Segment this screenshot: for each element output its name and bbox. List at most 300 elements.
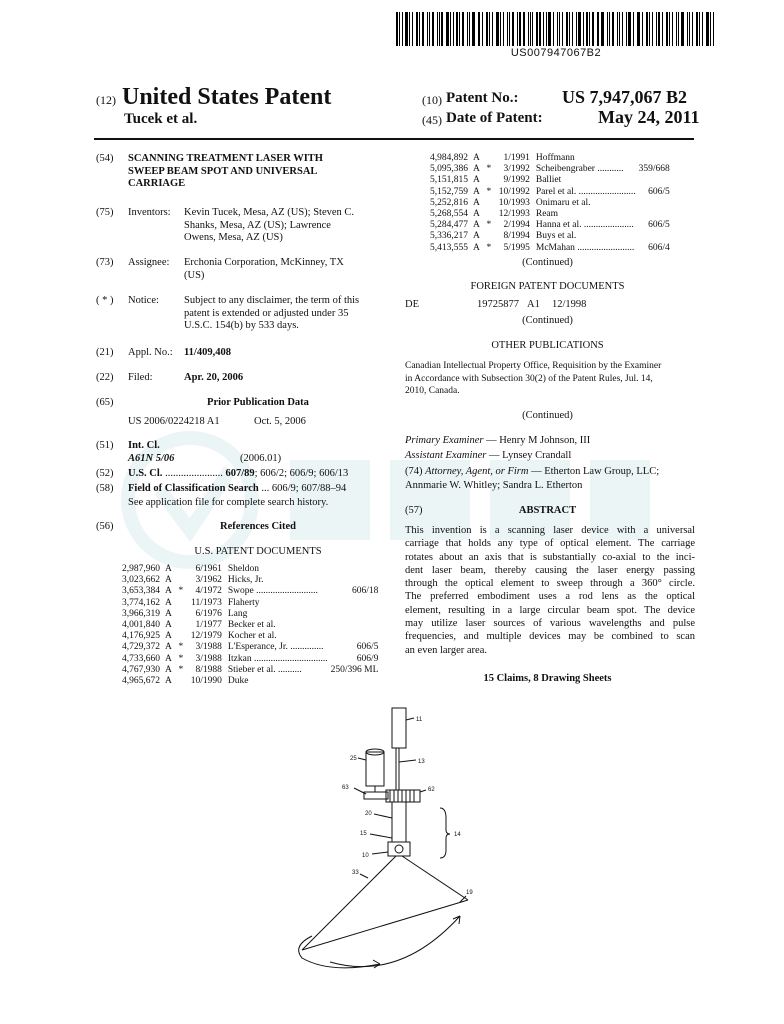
- barcode-bar: [566, 12, 568, 46]
- ref-name: Stieber et al. ..........: [227, 664, 302, 675]
- barcode-bar: [519, 12, 522, 46]
- ref-number: 2,987,960: [122, 564, 160, 574]
- barcode-bar: [437, 12, 438, 46]
- ref-class: 359/668: [638, 164, 670, 175]
- ref-kind: A: [473, 153, 480, 163]
- reference-row: [122, 598, 378, 609]
- ref-class: 606/18: [352, 586, 379, 597]
- ref-number: 4,733,660: [122, 653, 160, 664]
- barcode-bar: [598, 12, 599, 46]
- ref-name: Ream: [535, 209, 559, 220]
- barcode-bar: [559, 12, 560, 46]
- assignee-label: Assignee:: [128, 257, 170, 268]
- ref-date: 10/1990: [190, 676, 222, 687]
- ref-date: 12/1979: [190, 631, 222, 642]
- barcode-bar: [628, 12, 631, 46]
- ref-star: *: [178, 653, 184, 664]
- ref-class: [331, 609, 379, 620]
- ref-name: Duke: [227, 676, 249, 687]
- barcode-bar: [642, 12, 643, 46]
- code-65: (65): [96, 397, 114, 408]
- ref-date: 5/1995: [503, 242, 530, 253]
- intcl-label: Int. Cl.: [128, 440, 160, 451]
- abstract-line: an even larger area.: [405, 644, 488, 656]
- ref-date: 3/1962: [195, 575, 222, 586]
- barcode-bar: [638, 12, 640, 46]
- ref-date: 3/1988: [195, 653, 222, 664]
- ref-number: 5,413,555: [430, 242, 468, 253]
- ref-star: *: [486, 220, 492, 231]
- reference-row: [430, 153, 670, 164]
- ref-kind: A: [165, 575, 172, 586]
- barcode-bar: [512, 12, 514, 46]
- barcode-bar: [500, 12, 501, 46]
- abstract-line: rotates about an axis that is substantially co-axial to the inci-: [405, 551, 695, 563]
- ref-star: [484, 175, 494, 186]
- barcode-bar: [503, 12, 505, 46]
- code-74: (74): [405, 466, 423, 477]
- ref-star: [176, 598, 186, 609]
- ref-number: 4,176,925: [122, 631, 160, 642]
- ref-star: [176, 676, 186, 687]
- continued-us-refs: (Continued): [522, 257, 573, 268]
- label-62: 62: [428, 787, 435, 793]
- field-search-line: [128, 483, 346, 496]
- barcode-bar: [489, 12, 491, 46]
- barcode-bar: [429, 12, 430, 46]
- ref-kind: A: [473, 231, 480, 242]
- prior-publication-number: US 2006/0224218 A1: [128, 416, 220, 427]
- ref-kind: A: [165, 597, 172, 608]
- code-51: (51): [96, 440, 114, 451]
- us-references-table-left: [122, 564, 378, 687]
- ref-star: [176, 609, 186, 620]
- ref-kind: A: [165, 564, 172, 574]
- header-rule: [94, 138, 694, 140]
- invention-title: [128, 153, 398, 191]
- ref-name: Scheibengraber ...........: [535, 164, 624, 175]
- barcode-bar: [676, 12, 678, 46]
- ref-class: 606/5: [648, 220, 670, 231]
- barcode-bar: [609, 12, 611, 46]
- ref-kind: A: [165, 608, 172, 619]
- reference-row: [430, 209, 670, 220]
- barcode-bar: [462, 12, 464, 46]
- inventors-short: Tucek et al.: [124, 111, 198, 127]
- ref-name: Hanna et al. .....................: [535, 220, 634, 231]
- reference-row: [122, 575, 378, 586]
- attorney-line1: — Etherton Law Group, LLC;: [528, 466, 660, 477]
- foreign-country: DE: [405, 299, 419, 310]
- ref-class: [639, 175, 670, 186]
- ref-kind: A: [165, 664, 172, 675]
- ref-name: Balliet: [535, 175, 562, 186]
- barcode-bar: [528, 12, 529, 46]
- ref-date: 4/1972: [195, 586, 222, 597]
- abstract-line: element, resulting in a large circular beam spot. The device: [405, 604, 695, 616]
- barcode-bar: [607, 12, 608, 46]
- filed-date: Apr. 20, 2006: [184, 372, 244, 383]
- ref-star: [484, 198, 494, 209]
- barcode-bar: [441, 12, 443, 46]
- abstract-heading: ABSTRACT: [518, 505, 577, 516]
- barcode-bar: [456, 12, 458, 46]
- barcode-bar: [422, 12, 425, 46]
- ref-number: 5,268,554: [430, 209, 468, 220]
- barcode-bar: [696, 12, 698, 46]
- ref-class: [331, 598, 379, 609]
- ref-number: 4,729,372: [122, 642, 160, 653]
- label-19: 19: [466, 890, 473, 896]
- appl-number: 11/409,408: [184, 347, 231, 358]
- notice-line: U.S.C. 154(b) by 533 days.: [184, 320, 299, 331]
- code-73: (73): [96, 257, 114, 268]
- barcode-bar: [553, 12, 554, 46]
- ref-date: 6/1961: [195, 564, 222, 574]
- continued-other-pubs: (Continued): [522, 410, 573, 421]
- code-75: (75): [96, 207, 114, 218]
- reference-row: [430, 220, 670, 231]
- abstract-line: carriage that holds any type of optical element. The carriage: [405, 538, 695, 550]
- other-publications-text: [405, 360, 695, 398]
- ref-name: Hoffmann: [535, 153, 575, 163]
- barcode-bar: [509, 12, 510, 46]
- code-58: (58): [96, 483, 114, 494]
- barcode-bar: [666, 12, 668, 46]
- barcode-bar: [479, 12, 480, 46]
- ref-number: 4,767,930: [122, 664, 160, 675]
- ref-number: 5,252,816: [430, 197, 468, 208]
- ref-number: 4,965,672: [122, 676, 160, 687]
- barcode-bar: [681, 12, 684, 46]
- barcode-bar: [662, 12, 663, 46]
- barcode: [396, 12, 716, 46]
- ref-kind: A: [165, 642, 172, 653]
- notice-text: [184, 295, 389, 333]
- patent-date: May 24, 2011: [598, 107, 700, 127]
- code-22: (22): [96, 372, 114, 383]
- reference-row: [122, 564, 378, 575]
- barcode-bar: [622, 12, 624, 46]
- ref-number: 5,151,815: [430, 175, 468, 186]
- ref-number: 3,774,162: [122, 597, 160, 608]
- barcode-bar: [432, 12, 434, 46]
- inventors-line: Kevin Tucek, Mesa, AZ (US); Steven C.: [184, 207, 355, 218]
- barcode-bar: [646, 12, 648, 46]
- ref-class: [639, 231, 670, 242]
- ref-star: *: [178, 586, 184, 597]
- barcode-bar: [478, 12, 479, 46]
- ref-class: [331, 631, 379, 642]
- barcode-bar: [562, 12, 563, 46]
- barcode-bar: [427, 12, 428, 46]
- ref-kind: A: [473, 186, 480, 197]
- barcode-bar: [532, 12, 533, 46]
- ref-kind: A: [473, 220, 480, 231]
- barcode-bar: [652, 12, 653, 46]
- field-search-note: See application file for complete search history.: [128, 497, 329, 508]
- barcode-bar: [416, 12, 418, 46]
- barcode-bar: [517, 12, 518, 46]
- ref-star: [484, 209, 494, 220]
- barcode-bar: [586, 12, 588, 46]
- code-52: (52): [96, 468, 114, 479]
- appl-label: Appl. No.:: [128, 347, 173, 358]
- ref-star: [176, 575, 186, 586]
- barcode-bar: [633, 12, 634, 46]
- foreign-kind: A1: [527, 299, 540, 310]
- ref-date: 10/1992: [498, 186, 530, 197]
- primary-examiner-label: Primary Examiner: [405, 435, 484, 446]
- code-57: (57): [405, 505, 423, 516]
- foreign-number: 19725877: [477, 299, 519, 310]
- barcode-bar: [557, 12, 559, 46]
- label-33: 33: [352, 870, 359, 876]
- label-11: 11: [416, 717, 423, 723]
- ref-class: 250/396 ML: [330, 664, 379, 675]
- ref-star: [176, 620, 186, 631]
- barcode-bar: [589, 12, 590, 46]
- barcode-number: US007947067B2: [510, 47, 602, 59]
- ref-kind: A: [473, 175, 480, 186]
- prior-publication-heading: Prior Publication Data: [207, 397, 309, 408]
- uscl-line: [128, 468, 348, 481]
- barcode-bar: [459, 12, 460, 46]
- barcode-bar: [496, 12, 499, 46]
- reference-row: [122, 609, 378, 620]
- barcode-bar: [523, 12, 525, 46]
- code-21: (21): [96, 347, 114, 358]
- abstract-line: dent laser beam, thereby causing the laser energy passing: [405, 564, 695, 576]
- claims-count: 15 Claims, 8 Drawing Sheets: [483, 673, 612, 684]
- ref-class: 606/5: [356, 642, 379, 653]
- ref-date: 3/1992: [503, 164, 530, 175]
- intcl-class: A61N 5/06: [128, 453, 175, 464]
- barcode-bar: [482, 12, 483, 46]
- intcl-version: (2006.01): [240, 453, 282, 464]
- barcode-bar: [467, 12, 469, 46]
- barcode-bar: [396, 12, 398, 46]
- primary-examiner-name: — Henry M Johnson, III: [483, 435, 591, 446]
- code-56: (56): [96, 521, 114, 532]
- ref-name: Parel et al. ........................: [535, 186, 636, 197]
- code-54: (54): [96, 153, 114, 164]
- reference-row: [122, 642, 378, 653]
- ref-name: Flaherty: [227, 597, 260, 608]
- reference-row: [122, 631, 378, 642]
- ref-name: Becker et al.: [227, 620, 276, 631]
- ref-star: [484, 153, 494, 164]
- title-line: SCANNING TREATMENT LASER WITH: [128, 153, 323, 164]
- uscl-rest: ; 606/2; 606/9; 606/13: [254, 468, 349, 479]
- us-references-table-right: [430, 153, 670, 254]
- assignee-line: (US): [184, 269, 205, 281]
- barcode-bar: [530, 12, 531, 46]
- ref-star: [176, 631, 186, 642]
- assistant-examiner-label: Assistant Examiner: [405, 450, 487, 461]
- label-14: 14: [454, 832, 461, 838]
- barcode-bar: [412, 12, 414, 46]
- ref-name: Lang: [227, 608, 248, 619]
- barcode-bar: [469, 12, 470, 46]
- assignee-line: Erchonia Corporation, McKinney, TX: [184, 257, 344, 268]
- ref-date: 8/1988: [195, 664, 222, 675]
- notice-line: patent is extended or adjusted under 35: [184, 307, 349, 319]
- code-45: (45): [422, 113, 442, 127]
- ref-number: 5,284,477: [430, 220, 468, 231]
- barcode-bar: [713, 12, 714, 46]
- abstract-text: [405, 524, 695, 657]
- ref-number: 5,152,759: [430, 186, 468, 197]
- ref-class: [639, 198, 670, 209]
- ref-star: *: [178, 642, 184, 653]
- attorney: [405, 466, 659, 479]
- barcode-bar: [409, 12, 410, 46]
- uscl-label: U.S. Cl.: [128, 468, 163, 479]
- barcode-bar: [626, 12, 627, 46]
- notice-line: Subject to any disclaimer, the term of this: [184, 295, 360, 306]
- attorney-line2: Annmarie W. Whitley; Sandra L. Etherton: [405, 480, 583, 491]
- abstract-line: through the optical element to sweep through a 360° circle.: [405, 578, 695, 590]
- ref-date: 3/1988: [195, 642, 222, 653]
- barcode-bar: [450, 12, 451, 46]
- barcode-bar: [539, 12, 541, 46]
- barcode-bar: [672, 12, 673, 46]
- inventors-list: [184, 207, 389, 245]
- barcode-bar: [619, 12, 620, 46]
- other-pub-line: in Accordance with Subsection 30(2) of the Patent Rules, Jul. 14,: [405, 373, 653, 384]
- other-pub-line: Canadian Intellectual Property Office, Requisition by the Examiner: [405, 361, 662, 371]
- ref-kind: A: [165, 653, 172, 664]
- references-heading: References Cited: [220, 521, 296, 532]
- abstract-line: This invention is a scanning laser device with a universal: [405, 525, 695, 536]
- title-line: CARRIAGE: [128, 178, 186, 189]
- ref-date: 11/1973: [191, 597, 222, 608]
- reference-row: [430, 243, 670, 254]
- abstract-line: frequencies, and multiple devices may be combined to scan: [405, 631, 695, 643]
- field-search-label: Field of Classification Search: [128, 483, 259, 494]
- ref-kind: A: [165, 586, 172, 597]
- ref-class: [331, 676, 379, 687]
- ref-date: 6/1976: [195, 608, 222, 619]
- barcode-bar: [472, 12, 475, 46]
- barcode-bar: [536, 12, 538, 46]
- ref-star: *: [486, 186, 492, 197]
- ref-kind: A: [165, 620, 172, 631]
- barcode-bar: [405, 12, 408, 46]
- barcode-bar: [612, 12, 614, 46]
- barcode-bar: [617, 12, 618, 46]
- ref-class: [639, 153, 670, 164]
- reference-row: [122, 620, 378, 631]
- ref-number: 3,023,662: [122, 575, 160, 586]
- barcode-bar: [692, 12, 693, 46]
- ref-name: Itzkan ...............................: [227, 653, 328, 664]
- reference-row: [122, 654, 378, 665]
- reference-row: [430, 198, 670, 209]
- ref-kind: A: [165, 631, 172, 642]
- ref-star: [176, 564, 186, 575]
- code-notice: ( * ): [96, 295, 114, 306]
- ref-date: 8/1994: [503, 231, 530, 242]
- uscl-primary: 607/89: [225, 468, 255, 479]
- barcode-bar: [546, 12, 547, 46]
- ref-star: *: [486, 164, 492, 175]
- barcode-bar: [669, 12, 670, 46]
- ref-star: *: [178, 664, 184, 675]
- ref-number: 3,653,384: [122, 586, 160, 597]
- assistant-examiner: [405, 450, 571, 463]
- label-25: 25: [350, 756, 357, 762]
- barcode-bar: [419, 12, 420, 46]
- barcode-bar: [576, 12, 577, 46]
- ref-class: [639, 209, 670, 220]
- patent-no-label: Patent No.:: [446, 90, 519, 106]
- ref-star: *: [486, 242, 492, 253]
- barcode-bar: [637, 12, 638, 46]
- date-label: Date of Patent:: [446, 110, 543, 126]
- barcode-bar: [486, 12, 488, 46]
- barcode-bar: [548, 12, 551, 46]
- ref-name: McMahan ........................: [535, 242, 635, 253]
- ref-date: 1/1977: [195, 620, 222, 631]
- barcode-bar: [597, 12, 598, 46]
- ref-name: Onimaru et al.: [535, 197, 591, 208]
- barcode-bar: [446, 12, 449, 46]
- barcode-bar: [399, 12, 400, 46]
- foreign-date: 12/1998: [552, 299, 587, 310]
- ref-star: [484, 231, 494, 242]
- other-pub-line: 2010, Canada.: [405, 386, 460, 396]
- notice-label: Notice:: [128, 295, 159, 306]
- other-publications-heading: OTHER PUBLICATIONS: [491, 340, 604, 351]
- barcode-bar: [601, 12, 604, 46]
- prior-publication-date: Oct. 5, 2006: [254, 416, 306, 427]
- ref-kind: A: [473, 197, 480, 208]
- reference-row: [430, 187, 670, 198]
- ref-kind: A: [165, 676, 172, 687]
- barcode-bar: [439, 12, 440, 46]
- barcode-bar: [492, 12, 493, 46]
- barcode-bar: [583, 12, 584, 46]
- barcode-bar: [569, 12, 571, 46]
- patent-number: US 7,947,067 B2: [562, 87, 688, 107]
- barcode-bar: [453, 12, 454, 46]
- ref-date: 10/1993: [498, 197, 530, 208]
- patent-drawing: [290, 700, 490, 980]
- abstract-line: The preferred embodiment uses a rod lens as the optical: [405, 591, 695, 603]
- continued-foreign: (Continued): [522, 315, 573, 326]
- ref-name: Kocher et al.: [227, 631, 277, 642]
- barcode-bar: [572, 12, 573, 46]
- attorney-label: Attorney, Agent, or Firm: [425, 466, 529, 477]
- barcode-bar: [658, 12, 661, 46]
- reference-row: [430, 164, 670, 175]
- label-13: 13: [418, 759, 425, 765]
- barcode-bar: [710, 12, 711, 46]
- ref-date: 9/1992: [503, 175, 530, 186]
- barcode-bar: [678, 12, 679, 46]
- primary-examiner: [405, 435, 590, 448]
- barcode-bar: [402, 12, 403, 46]
- assignee-value: [184, 257, 389, 282]
- barcode-bar: [649, 12, 651, 46]
- barcode-bar: [578, 12, 581, 46]
- label-63: 63: [342, 785, 349, 791]
- label-15: 15: [360, 831, 367, 837]
- ref-name: Hicks, Jr.: [227, 575, 264, 586]
- barcode-bar: [507, 12, 508, 46]
